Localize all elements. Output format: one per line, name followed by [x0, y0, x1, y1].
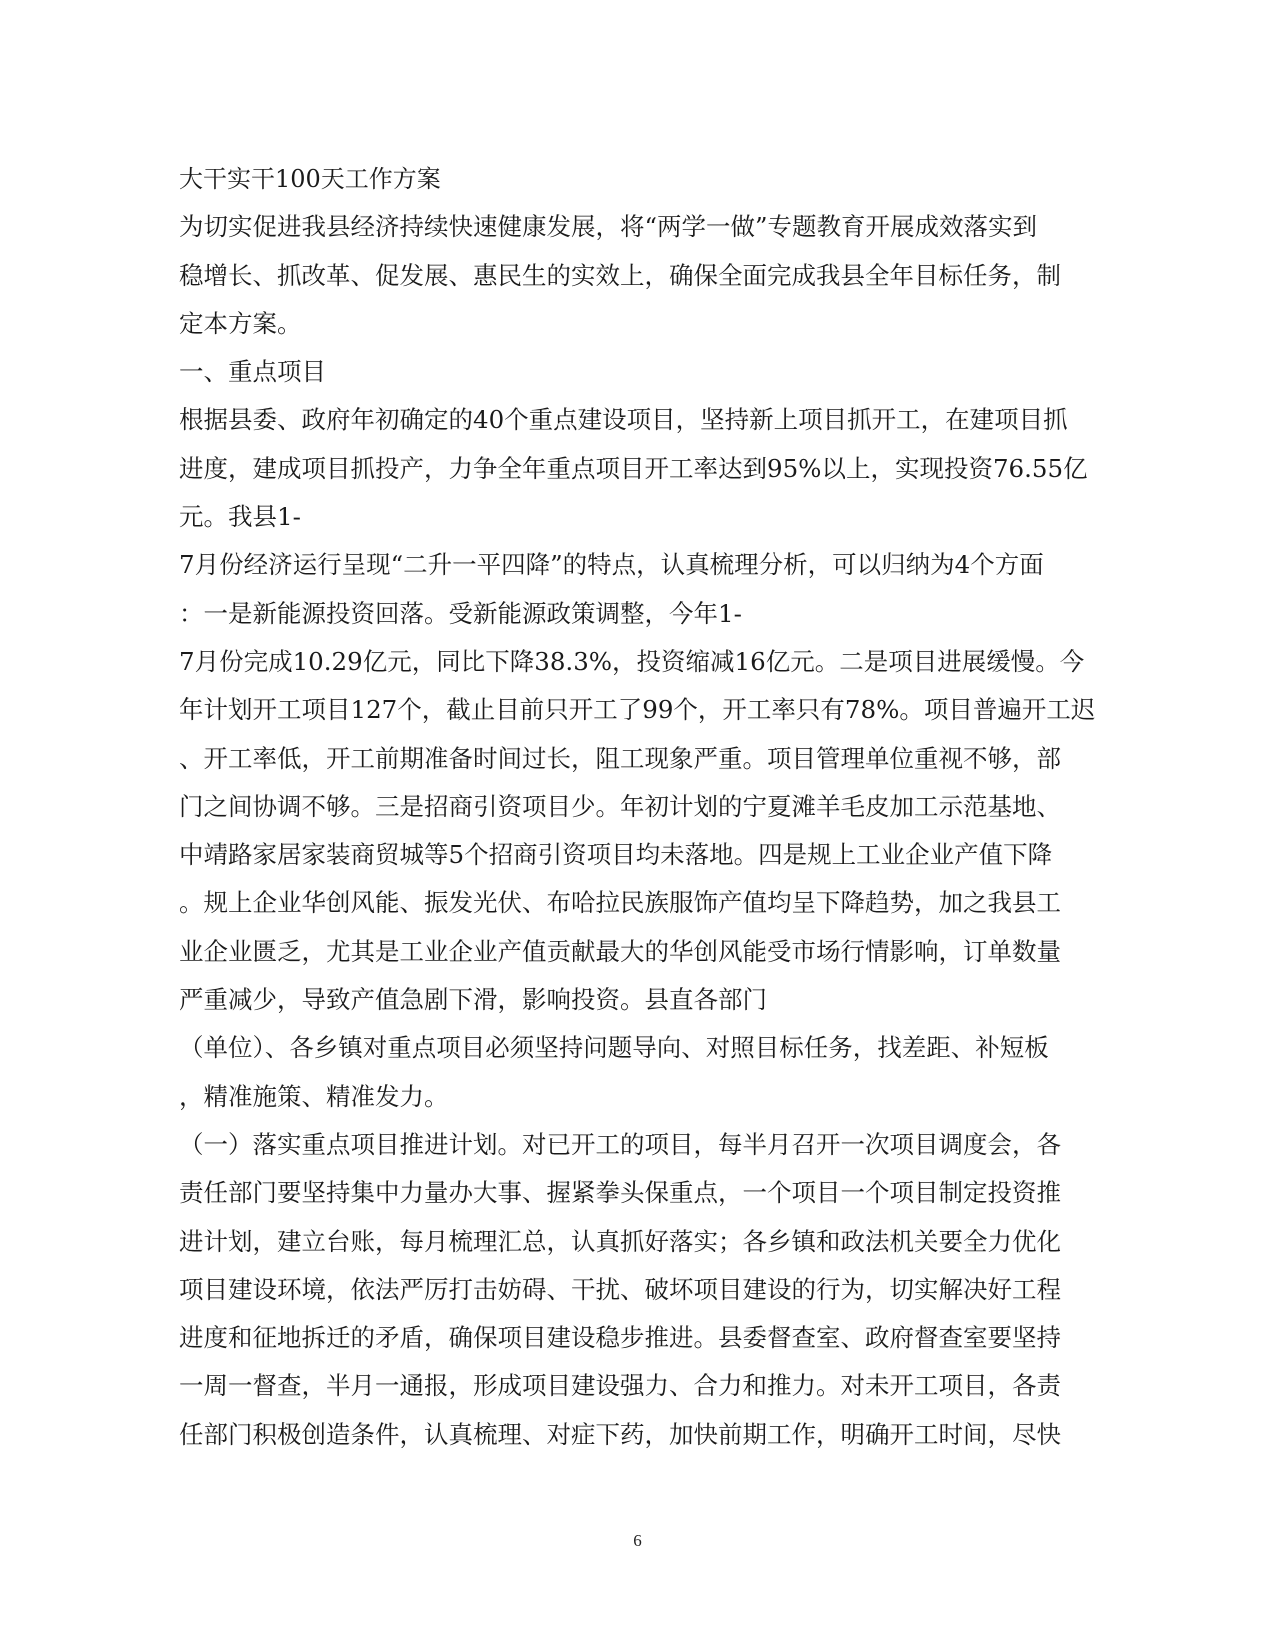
text-line: 门之间协调不够。三是招商引资项目少。年初计划的宁夏滩羊毛皮加工示范基地、	[179, 791, 1061, 821]
text-line: 项目建设环境，依法严厉打击妨碍、干扰、破坏项目建设的行为，切实解决好工程	[179, 1274, 1061, 1304]
text-line: 进计划，建立台账，每月梳理汇总，认真抓好落实；各乡镇和政法机关要全力优化	[179, 1226, 1061, 1256]
text-line: 根据县委、政府年初确定的40个重点建设项目，坚持新上项目抓开工，在建项目抓	[179, 405, 1068, 435]
text-line: 中靖路家居家装商贸城等5个招商引资项目均未落地。四是规上工业企业产值下降	[179, 840, 1053, 870]
text-line: 7月份经济运行呈现“二升一平四降”的特点，认真梳理分析，可以归纳为4个方面	[179, 550, 1044, 580]
text-line: 进度和征地拆迁的矛盾，确保项目建设稳步推进。县委督查室、政府督查室要坚持	[179, 1323, 1061, 1353]
text-line: 任部门积极创造条件，认真梳理、对症下药，加快前期工作，明确开工时间，尽快	[179, 1419, 1061, 1449]
text-line: 责任部门要坚持集中力量办大事、握紧拳头保重点，一个项目一个项目制定投资推	[179, 1178, 1061, 1208]
document-body	[179, 155, 1099, 1459]
text-line: 一周一督查，半月一通报，形成项目建设强力、合力和推力。对未开工项目，各责	[179, 1371, 1061, 1401]
text-line: 7月份完成10.29亿元，同比下降38.3%，投资缩减16亿元。二是项目进展缓慢。今	[179, 646, 1085, 676]
text-line: （单位）、各乡镇对重点项目必须坚持问题导向、对照目标任务，找差距、补短板	[179, 1033, 1049, 1063]
text-line: 为切实促进我县经济持续快速健康发展，将“两学一做”专题教育开展成效落实到	[179, 212, 1038, 242]
text-line: 定本方案。	[179, 308, 302, 338]
page-number: 6	[633, 1531, 642, 1550]
section-heading: 一、重点项目	[179, 357, 326, 387]
text-line: ，精准施策、精准发力。	[179, 1081, 449, 1111]
subsection-heading-line: （一）落实重点项目推进计划。对已开工的项目，每半月召开一次项目调度会，各	[179, 1129, 1061, 1159]
text-line: 、开工率低，开工前期准备时间过长，阻工现象严重。项目管理单位重视不够，部	[179, 743, 1061, 773]
text-line: 严重减少，导致产值急剧下滑，影响投资。县直各部门	[179, 985, 767, 1015]
text-line: 年计划开工项目127个，截止目前只开工了99个，开工率只有78%。项目普遍开工迟	[179, 695, 1096, 725]
text-line: ：一是新能源投资回落。受新能源政策调整，今年1-	[179, 598, 742, 628]
text-line: 进度，建成项目抓投产，力争全年重点项目开工率达到95%以上，实现投资76.55亿	[179, 453, 1088, 483]
document-title: 大干实干100天工作方案	[179, 165, 441, 193]
text-line: 稳增长、抓改革、促发展、惠民生的实效上，确保全面完成我县全年目标任务，制	[179, 260, 1061, 290]
text-line: 元。我县1-	[179, 502, 301, 532]
text-line: 业企业匮乏，尤其是工业企业产值贡献最大的华创风能受市场行情影响，订单数量	[179, 936, 1061, 966]
text-line: 。规上企业华创风能、振发光伏、布哈拉民族服饰产值均呈下降趋势，加之我县工	[179, 888, 1061, 918]
